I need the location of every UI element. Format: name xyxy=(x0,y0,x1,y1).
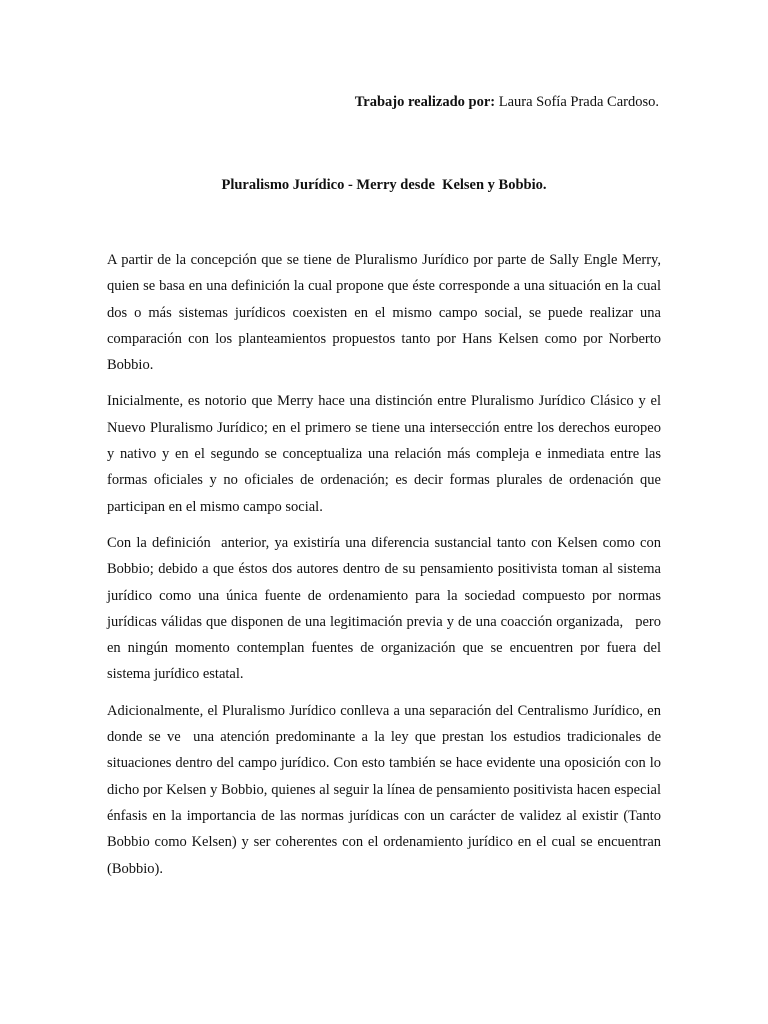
paragraph-4: Adicionalmente, el Pluralismo Jurídico conlleva a una separación del Centralismo Jurídico, en donde se ve una atención predominante a la ley que prestan los estudios tradicionales de situaciones dentro del campo jurídico. Con esto también se hace evidente una oposición con lo dicho por Kelsen y Bobbio, quienes al seguir la línea de pensamiento positivista hacen especial énfasis en la importancia de las normas jurídicas con un carácter de validez al existir (Tanto Bobbio como Kelsen) y ser coherentes con el ordenamiento jurídico en el cual se encuentran (Bobbio). xyxy=(107,702,665,877)
paragraph-2: Inicialmente, es notorio que Merry hace una distinción entre Pluralismo Jurídico Clásico y el Nuevo Pluralismo Jurídico; en el primero se tiene una intersección entre los derechos europeo y nativo y en el segundo se conceptualiza una relación más compleja e inmediata entre las formas oficiales y no oficiales de ordenación; es decir formas plurales de ordenación que participan en el mismo campo social. xyxy=(107,393,665,515)
author-line xyxy=(107,92,661,112)
paragraph-3: Con la definición anterior, ya existiría una diferencia sustancial tanto con Kelsen como con Bobbio; debido a que éstos dos autores dentro de su pensamiento positivista toman al sistema jurídico como una única fuente de ordenamiento para la sociedad compuesto por normas jurídicas válidas que disponen de una legitimación previa y de una coacción organizada, pero en ningún momento contemplan fuentes de organización que se encuentren por fuera del sistema jurídico estatal. xyxy=(107,534,665,683)
author-label: Trabajo realizado por: xyxy=(354,94,496,110)
paragraph-1: A partir de la concepción que se tiene de Pluralismo Jurídico por parte de Sally Engle Merry, quien se basa en una definición la cual propone que éste corresponde a una situación en la cual dos o más sistemas jurídicos coexisten en el mismo campo social, se puede realizar una comparación con los planteamientos propuestos tanto por Hans Kelsen como por Norberto Bobbio. xyxy=(107,252,665,374)
author-name: Laura Sofía Prada Cardoso. xyxy=(498,94,659,110)
document-title: Pluralismo Jurídico - Merry desde Kelsen y Bobbio. xyxy=(221,177,547,193)
